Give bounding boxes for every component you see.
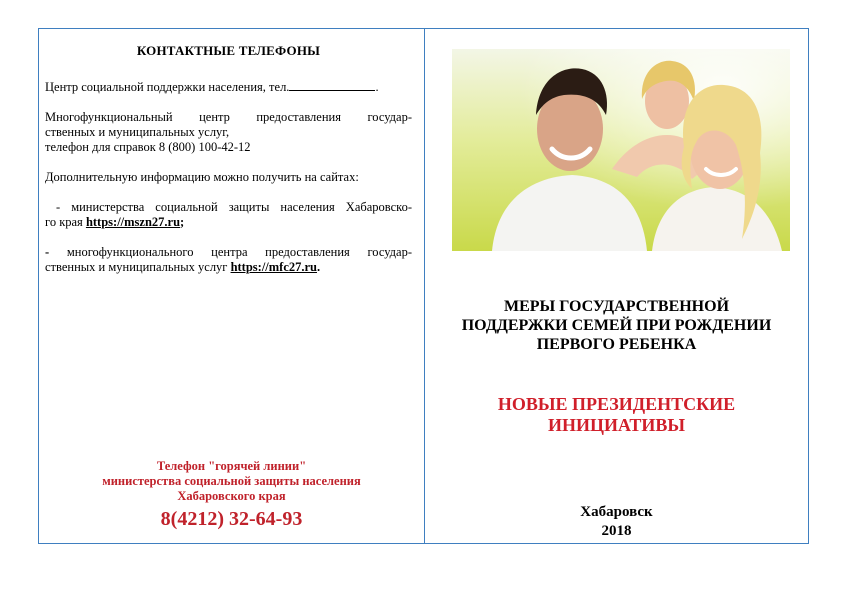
cover-panel — [425, 29, 808, 543]
hotline-label: Телефон "горячей линии" — [156, 459, 307, 473]
social-center-paragraph — [45, 79, 412, 95]
social-center-text: Центр социальной поддержки населения, тел. — [45, 80, 290, 94]
mfc-site-paragraph — [45, 245, 412, 275]
mfc-site-line-2 — [45, 260, 412, 275]
family-photo-illustration — [452, 49, 790, 251]
title-line-3: ПЕРВОГО РЕБЕНКА — [536, 336, 697, 353]
brochure-sheet — [38, 28, 809, 544]
mfc-site-dash: - — [45, 245, 50, 259]
title-line-1: МЕРЫ ГОСУДАРСТВЕННОЙ — [503, 298, 730, 315]
ministry-suffix: ; — [180, 215, 185, 229]
mfc-paragraph — [45, 110, 412, 155]
hotline-block — [39, 459, 424, 532]
title-line-2: ПОДДЕРЖКИ СЕМЕЙ ПРИ РОЖДЕНИИ — [461, 317, 772, 334]
info-paragraph: Дополнительную информацию можно получить на сайтах: — [45, 170, 359, 184]
brochure-subtitle — [425, 394, 808, 436]
mfc-site-link[interactable]: https://mfc27.ru — [230, 260, 318, 274]
city-year-block — [425, 503, 808, 541]
subtitle-line-2: ИНИЦИАТИВЫ — [547, 415, 686, 435]
ministry-site-link[interactable]: https://mszn27.ru — [85, 215, 181, 229]
hotline-phone: 8(4212) 32-64-93 — [160, 508, 303, 530]
mfc-phone-line: телефон для справок 8 (800) 100-42-12 — [45, 140, 251, 154]
brochure-title — [425, 297, 808, 354]
ministry-line-1: - министерства социальной защиты населения Хабаровско- — [45, 200, 412, 214]
hotline-ministry: министерства социальной защиты населения — [102, 474, 361, 488]
contacts-panel — [39, 29, 425, 543]
mfc-line-2: ственных и муниципальных услуг, — [45, 125, 230, 139]
phone-blank-line — [289, 79, 375, 91]
mfc-site-line-2-prefix: ственных и муниципальных услуг — [45, 260, 231, 274]
contacts-title: КОНТАКТНЫЕ ТЕЛЕФОНЫ — [136, 43, 321, 58]
city-name: Хабаровск — [580, 504, 653, 520]
hotline-region: Хабаровского края — [177, 489, 286, 503]
social-center-suffix: . — [375, 80, 379, 94]
publication-year: 2018 — [601, 523, 632, 539]
ministry-paragraph — [45, 200, 412, 230]
mfc-site-suffix: . — [317, 260, 321, 274]
subtitle-line-1: НОВЫЕ ПРЕЗИДЕНТСКИЕ — [497, 394, 736, 414]
ministry-line-2-prefix: го края — [45, 215, 86, 229]
family-photo-icon — [452, 49, 790, 251]
mfc-site-line-1-text: многофункционального центра предоставления государ- — [49, 245, 412, 259]
mfc-site-line-1 — [45, 245, 412, 260]
ministry-line-2 — [45, 215, 412, 230]
mfc-line-1: Многофункциональный центр предоставления государ- — [45, 110, 412, 124]
